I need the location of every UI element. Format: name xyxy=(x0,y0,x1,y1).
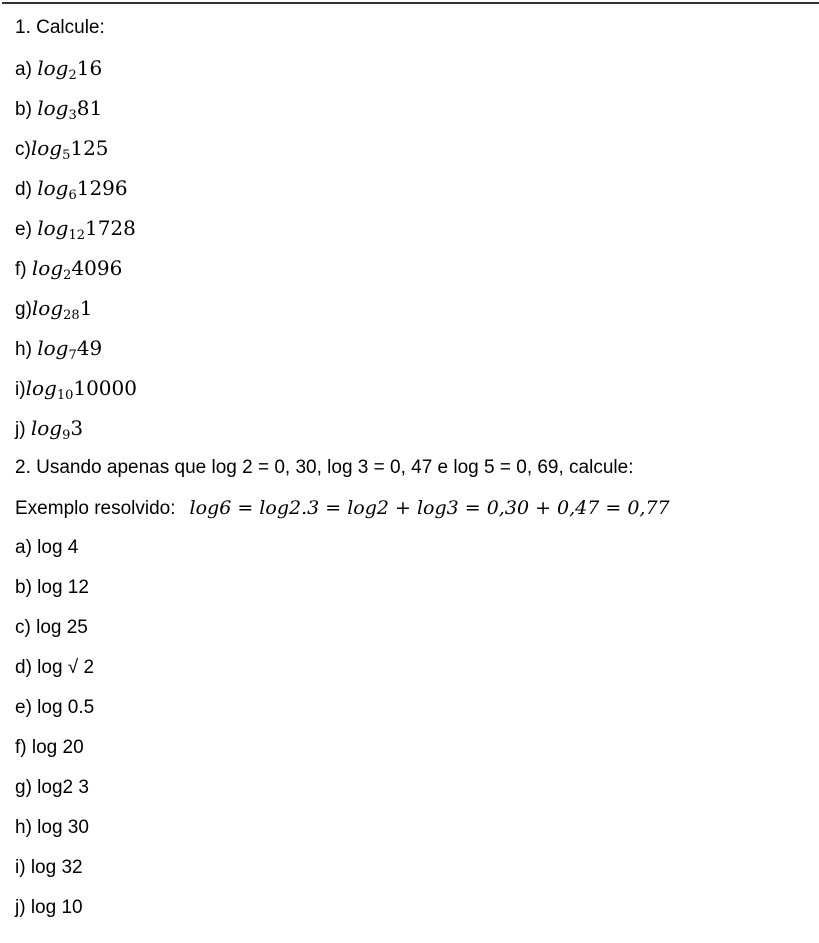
log-argument: 1296 xyxy=(76,176,128,200)
log-expression: $\log_5125$ xyxy=(30,136,109,163)
question-1-heading: 1. Calcule: xyxy=(15,17,105,38)
log-argument: 3 xyxy=(70,416,84,440)
q1-item-d xyxy=(15,174,815,214)
log-base: 10 xyxy=(56,388,74,403)
log-argument: 81 xyxy=(76,96,103,120)
exercise-sheet xyxy=(15,14,815,934)
q1-item-c xyxy=(15,134,815,174)
q2-item-c: c) log 25 xyxy=(15,617,88,638)
log-base: 3 xyxy=(68,108,77,123)
log-expression: $\log_24096$ xyxy=(31,256,123,283)
log-base: 7 xyxy=(68,348,77,363)
q2-item-e: e) log 0.5 xyxy=(15,697,95,718)
log-expression: $\log_381$ xyxy=(37,96,103,123)
log-expression: $\log_93$ xyxy=(30,416,84,443)
log-expression: $\log_216$ xyxy=(37,56,103,83)
item-letter: b) xyxy=(15,99,38,120)
item-letter: d) xyxy=(15,179,38,200)
q2-item-j: j) log 10 xyxy=(15,897,83,918)
q2-item-h: h) log 30 xyxy=(15,817,89,838)
item-letter: h) xyxy=(15,339,38,360)
log-expression: $\log_{12}1728$ xyxy=(37,216,136,243)
example-label: Exemplo resolvido: xyxy=(15,498,176,519)
item-letter: g) xyxy=(15,299,32,320)
log-base: 2 xyxy=(68,68,77,83)
log-argument: 1728 xyxy=(84,216,136,240)
log-argument: 1 xyxy=(79,296,93,320)
log-argument: 10000 xyxy=(73,376,137,400)
item-letter: e) xyxy=(15,219,38,240)
q2-item-g: g) log2 3 xyxy=(15,777,89,798)
item-letter: i) xyxy=(15,379,26,400)
q2-item-d: d) log √ 2 xyxy=(15,657,95,678)
q1-item-a xyxy=(15,54,815,94)
log-expression: $\log_{28}1$ xyxy=(31,296,93,323)
log-base: 28 xyxy=(63,308,80,323)
q2-item-i: i) log 32 xyxy=(15,857,83,878)
log-base: 5 xyxy=(62,148,71,163)
question-2-heading: 2. Usando apenas que log 2 = 0, 30, log 3 = 0, 47 e log 5 = 0, 69, calcule: xyxy=(15,457,634,478)
log-argument: 49 xyxy=(76,336,103,360)
q2-item-a: a) log 4 xyxy=(15,537,79,558)
q1-item-f xyxy=(15,254,815,294)
top-border-line xyxy=(2,2,819,4)
q1-item-e xyxy=(15,214,815,254)
log-base: 6 xyxy=(68,188,77,203)
item-letter: c) xyxy=(15,139,31,160)
q1-item-g xyxy=(15,294,815,334)
q1-item-h xyxy=(15,334,815,374)
item-letter: a) xyxy=(15,59,38,80)
log-base: 9 xyxy=(62,428,71,443)
log-expression: $\log_749$ xyxy=(37,336,103,363)
q2-item-b: b) log 12 xyxy=(15,577,89,598)
log-base: 12 xyxy=(68,228,85,243)
log-argument: 4096 xyxy=(71,256,123,280)
worked-example xyxy=(15,494,815,534)
item-letter: j) xyxy=(15,419,31,440)
log-argument: 125 xyxy=(70,136,109,160)
log-argument: 16 xyxy=(76,56,103,80)
item-letter: f) xyxy=(15,259,32,280)
log-expression: $\log_{10}10000$ xyxy=(25,376,137,403)
example-equation: log6 = log2.3 = log2 + log3 = 0,30 + 0,47 = 0,77 xyxy=(189,497,670,519)
log-base: 2 xyxy=(63,268,72,283)
log-expression: $\log_61296$ xyxy=(37,176,128,203)
q1-item-j xyxy=(15,414,815,454)
q1-item-b xyxy=(15,94,815,134)
q1-item-i xyxy=(15,374,815,414)
q2-item-f: f) log 20 xyxy=(15,737,84,758)
